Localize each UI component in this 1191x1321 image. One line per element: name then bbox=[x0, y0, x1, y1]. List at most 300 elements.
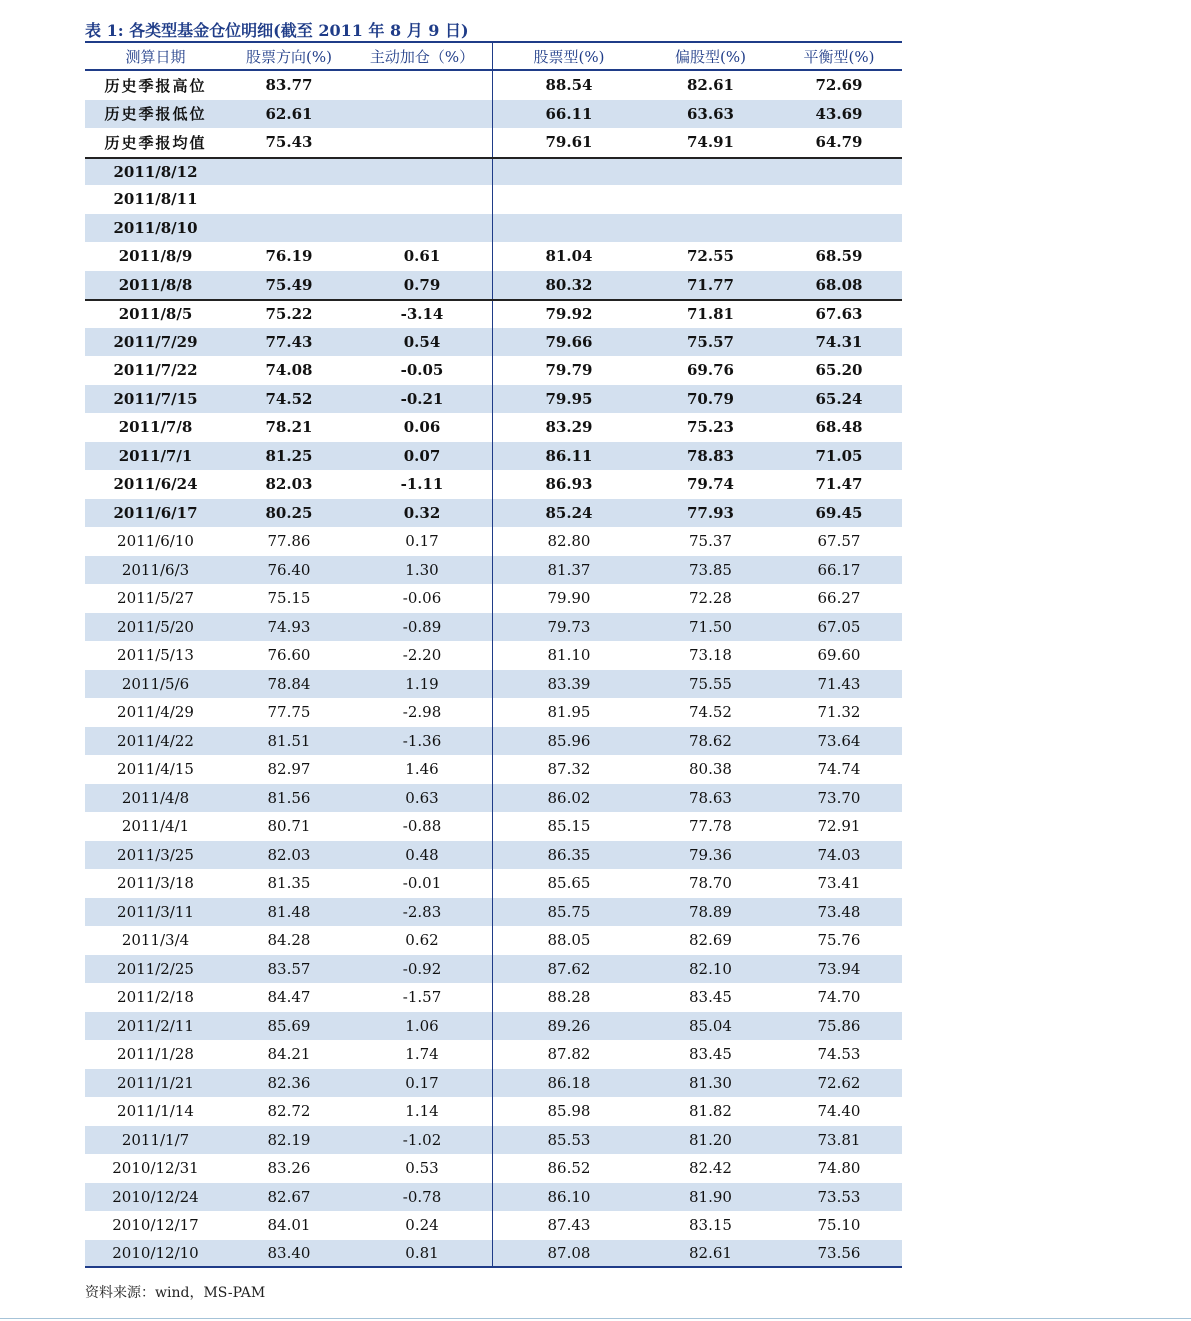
cell-balanced-fund bbox=[776, 159, 902, 186]
cell-stock-direction: 81.25 bbox=[265, 446, 313, 465]
cell-partial-stock-fund: 81.20 bbox=[689, 1130, 732, 1149]
source-note: 资料来源：wind，MS-PAM bbox=[85, 1285, 266, 1301]
cell-active-add: 0.61 bbox=[352, 242, 493, 271]
cell-balanced-fund: 69.45 bbox=[815, 503, 863, 522]
cell-stock-direction: 81.48 bbox=[267, 902, 311, 921]
table-row bbox=[85, 527, 902, 556]
cell-stock-fund: 81.04 bbox=[545, 247, 593, 266]
cell-partial-stock-fund: 72.55 bbox=[687, 247, 734, 266]
cell-active-add: -0.89 bbox=[352, 613, 493, 642]
table-row bbox=[85, 926, 902, 955]
cell-stock-fund: 79.95 bbox=[545, 389, 593, 408]
table-row bbox=[85, 983, 902, 1012]
cell-date: 2011/6/3 bbox=[121, 560, 190, 579]
cell-balanced-fund: 73.81 bbox=[817, 1130, 861, 1149]
cell-balanced-fund: 75.76 bbox=[817, 931, 861, 950]
cell-active-add: 1.74 bbox=[352, 1040, 493, 1069]
cell-stock-fund: 79.61 bbox=[545, 133, 593, 152]
cell-partial-stock-fund: 78.63 bbox=[689, 788, 732, 807]
table-row bbox=[85, 356, 902, 385]
cell-balanced-fund: 74.03 bbox=[817, 845, 861, 864]
cell-date: 2010/12/24 bbox=[112, 1187, 199, 1206]
cell-date: 2011/5/6 bbox=[121, 674, 190, 693]
cell-stock-direction: 81.35 bbox=[267, 874, 311, 893]
cell-stock-direction: 84.47 bbox=[267, 988, 311, 1007]
cell-stock-direction: 83.77 bbox=[265, 76, 313, 95]
table-row bbox=[85, 71, 902, 100]
table-row bbox=[85, 898, 902, 927]
cell-active-add: 1.46 bbox=[352, 755, 493, 784]
cell-date: 2011/8/10 bbox=[113, 218, 198, 237]
cell-active-add: 0.32 bbox=[352, 499, 493, 528]
table-row bbox=[85, 641, 902, 670]
cell-stock-fund: 79.66 bbox=[545, 332, 593, 351]
cell-stock-direction: 76.40 bbox=[267, 560, 311, 579]
table-row bbox=[85, 271, 902, 300]
table-title: 表 1: 各类型基金仓位明细(截至 2011 年 8 月 9 日) bbox=[85, 21, 469, 40]
cell-stock-direction: 82.67 bbox=[267, 1187, 311, 1206]
cell-balanced-fund: 71.05 bbox=[815, 446, 863, 465]
cell-date: 2010/12/17 bbox=[112, 1216, 199, 1235]
cell-active-add: -0.21 bbox=[352, 385, 493, 414]
cell-stock-fund: 79.79 bbox=[545, 361, 593, 380]
cell-balanced-fund: 65.20 bbox=[815, 361, 863, 380]
cell-partial-stock-fund: 82.10 bbox=[689, 959, 732, 978]
cell-balanced-fund: 67.63 bbox=[815, 305, 863, 324]
cell-balanced-fund: 71.43 bbox=[817, 674, 861, 693]
cell-date: 2011/4/29 bbox=[117, 703, 194, 722]
cell-stock-direction: 75.43 bbox=[265, 133, 313, 152]
cell-active-add: 0.17 bbox=[352, 527, 493, 556]
cell-stock-direction: 75.22 bbox=[265, 305, 313, 324]
cell-partial-stock-fund: 80.38 bbox=[689, 760, 732, 779]
table-row bbox=[85, 328, 902, 357]
cell-stock-fund: 66.11 bbox=[545, 104, 593, 123]
cell-active-add: -0.92 bbox=[352, 955, 493, 984]
cell-active-add: 1.30 bbox=[352, 556, 493, 585]
cell-stock-direction: 80.25 bbox=[265, 503, 313, 522]
cell-balanced-fund: 66.17 bbox=[817, 560, 861, 579]
cell-stock-direction: 82.72 bbox=[267, 1102, 311, 1121]
cell-active-add: 0.07 bbox=[352, 442, 493, 471]
cell-date: 2011/1/14 bbox=[117, 1102, 194, 1121]
cell-stock-fund: 86.02 bbox=[547, 788, 591, 807]
cell-stock-fund: 89.26 bbox=[547, 1016, 591, 1035]
cell-active-add: 0.54 bbox=[352, 328, 493, 357]
table-row bbox=[85, 1126, 902, 1155]
cell-active-add: 0.06 bbox=[352, 413, 493, 442]
cell-stock-fund: 81.10 bbox=[547, 646, 591, 665]
table-row bbox=[85, 1183, 902, 1212]
cell-partial-stock-fund: 77.93 bbox=[687, 503, 734, 522]
cell-date: 2010/12/31 bbox=[112, 1159, 199, 1178]
cell-date: 2011/6/17 bbox=[113, 503, 198, 522]
cell-stock-direction: 81.56 bbox=[267, 788, 311, 807]
cell-balanced-fund: 73.64 bbox=[817, 731, 861, 750]
cell-stock-direction: 77.43 bbox=[265, 332, 313, 351]
header-date: 测算日期 bbox=[125, 47, 186, 66]
cell-active-add: 0.53 bbox=[352, 1154, 493, 1183]
cell-partial-stock-fund: 78.89 bbox=[689, 902, 732, 921]
cell-partial-stock-fund: 81.82 bbox=[689, 1102, 732, 1121]
cell-date: 2011/3/25 bbox=[117, 845, 194, 864]
cell-stock-direction: 82.03 bbox=[267, 845, 311, 864]
cell-date: 2011/5/27 bbox=[117, 589, 194, 608]
cell-partial-stock-fund: 83.15 bbox=[689, 1216, 732, 1235]
cell-partial-stock-fund: 82.69 bbox=[689, 931, 732, 950]
cell-date: 2011/3/4 bbox=[121, 931, 190, 950]
table-row bbox=[85, 613, 902, 642]
table-row bbox=[85, 1097, 902, 1126]
table-row bbox=[85, 869, 902, 898]
header-balanced-fund: 平衡型(%) bbox=[803, 47, 875, 66]
table-row bbox=[85, 385, 902, 414]
cell-stock-direction: 76.60 bbox=[267, 646, 311, 665]
cell-stock-direction: 82.97 bbox=[267, 760, 311, 779]
cell-balanced-fund: 66.27 bbox=[817, 589, 861, 608]
cell-balanced-fund: 72.62 bbox=[817, 1073, 861, 1092]
cell-stock-direction: 81.51 bbox=[267, 731, 311, 750]
cell-balanced-fund: 67.57 bbox=[817, 532, 861, 551]
cell-stock-direction: 84.01 bbox=[267, 1216, 311, 1235]
cell-stock-fund: 85.53 bbox=[547, 1130, 591, 1149]
cell-active-add: 0.79 bbox=[352, 271, 493, 300]
table-row bbox=[85, 299, 902, 328]
cell-stock-fund: 82.80 bbox=[547, 532, 591, 551]
cell-date: 2011/3/18 bbox=[117, 874, 194, 893]
table-row bbox=[85, 556, 902, 585]
table-row bbox=[85, 670, 902, 699]
cell-partial-stock-fund: 81.90 bbox=[689, 1187, 732, 1206]
table-row bbox=[85, 784, 902, 813]
cell-partial-stock-fund: 74.52 bbox=[689, 703, 732, 722]
cell-partial-stock-fund: 72.28 bbox=[689, 589, 732, 608]
cell-partial-stock-fund bbox=[645, 185, 776, 214]
cell-active-add: 1.19 bbox=[352, 670, 493, 699]
table-row bbox=[85, 727, 902, 756]
cell-date: 2011/1/28 bbox=[117, 1045, 194, 1064]
cell-partial-stock-fund: 78.83 bbox=[687, 446, 734, 465]
cell-stock-fund: 87.32 bbox=[547, 760, 591, 779]
cell-active-add: -0.05 bbox=[352, 356, 493, 385]
cell-date: 2011/7/15 bbox=[113, 389, 198, 408]
cell-balanced-fund: 75.86 bbox=[817, 1016, 861, 1035]
cell-stock-direction: 74.08 bbox=[265, 361, 313, 380]
table-row bbox=[85, 584, 902, 613]
cell-partial-stock-fund: 85.04 bbox=[689, 1016, 732, 1035]
cell-active-add: 0.24 bbox=[352, 1211, 493, 1240]
cell-date: 2011/4/8 bbox=[121, 788, 190, 807]
cell-partial-stock-fund: 81.30 bbox=[689, 1073, 732, 1092]
table-row bbox=[85, 755, 902, 784]
table-body bbox=[85, 71, 902, 1268]
cell-stock-fund: 79.90 bbox=[547, 589, 591, 608]
cell-partial-stock-fund: 78.62 bbox=[689, 731, 732, 750]
cell-balanced-fund: 74.40 bbox=[817, 1102, 861, 1121]
cell-balanced-fund: 73.70 bbox=[817, 788, 861, 807]
cell-stock-fund bbox=[493, 214, 645, 243]
cell-stock-direction: 74.93 bbox=[267, 617, 311, 636]
cell-date: 2011/4/1 bbox=[121, 817, 190, 836]
cell-stock-fund: 79.73 bbox=[547, 617, 591, 636]
cell-active-add bbox=[352, 185, 493, 214]
cell-partial-stock-fund: 73.85 bbox=[689, 560, 732, 579]
cell-partial-stock-fund: 69.76 bbox=[687, 361, 734, 380]
table-row bbox=[85, 841, 902, 870]
cell-balanced-fund: 75.10 bbox=[817, 1216, 861, 1235]
table-row bbox=[85, 100, 902, 129]
cell-partial-stock-fund: 78.70 bbox=[689, 874, 732, 893]
cell-stock-fund: 83.29 bbox=[545, 418, 593, 437]
cell-stock-direction: 80.71 bbox=[267, 817, 311, 836]
cell-active-add: 0.63 bbox=[352, 784, 493, 813]
cell-date: 2011/8/11 bbox=[113, 190, 198, 209]
header-active-add: 主动加仓（%） bbox=[352, 43, 493, 69]
table-row bbox=[85, 499, 902, 528]
header-partial-stock-fund: 偏股型(%) bbox=[675, 47, 746, 66]
cell-stock-fund: 88.54 bbox=[545, 76, 593, 95]
cell-active-add: -1.02 bbox=[352, 1126, 493, 1155]
cell-date: 2011/2/18 bbox=[117, 988, 194, 1007]
cell-active-add: -0.78 bbox=[352, 1183, 493, 1212]
cell-balanced-fund: 65.24 bbox=[815, 389, 863, 408]
cell-partial-stock-fund: 71.77 bbox=[687, 275, 734, 294]
table-row bbox=[85, 1211, 902, 1240]
header-stock-direction: 股票方向(%) bbox=[246, 47, 332, 66]
cell-partial-stock-fund: 75.57 bbox=[687, 332, 734, 351]
cell-stock-fund: 81.37 bbox=[547, 560, 591, 579]
cell-stock-fund: 85.98 bbox=[547, 1102, 591, 1121]
cell-balanced-fund: 74.80 bbox=[817, 1159, 861, 1178]
cell-stock-fund: 85.24 bbox=[545, 503, 593, 522]
cell-date: 2011/4/22 bbox=[117, 731, 194, 750]
cell-stock-direction: 84.21 bbox=[267, 1045, 311, 1064]
cell-stock-direction: 82.03 bbox=[265, 475, 313, 494]
cell-date: 2010/12/10 bbox=[112, 1243, 199, 1262]
cell-balanced-fund: 74.70 bbox=[817, 988, 861, 1007]
cell-stock-direction: 83.26 bbox=[267, 1159, 311, 1178]
cell-partial-stock-fund: 74.91 bbox=[687, 133, 734, 152]
cell-partial-stock-fund: 75.23 bbox=[687, 418, 734, 437]
cell-stock-direction: 83.40 bbox=[267, 1243, 311, 1262]
cell-active-add bbox=[352, 100, 493, 129]
table-row bbox=[85, 955, 902, 984]
cell-balanced-fund: 73.53 bbox=[817, 1187, 861, 1206]
cell-date: 2011/8/12 bbox=[113, 162, 198, 181]
cell-partial-stock-fund bbox=[645, 214, 776, 243]
cell-date: 历史季报高位 bbox=[104, 76, 207, 95]
cell-date: 2011/7/1 bbox=[118, 446, 193, 465]
cell-partial-stock-fund: 79.36 bbox=[689, 845, 732, 864]
table-row bbox=[85, 242, 902, 271]
cell-active-add: -1.11 bbox=[352, 470, 493, 499]
cell-balanced-fund: 73.56 bbox=[817, 1243, 861, 1262]
cell-stock-direction: 84.28 bbox=[267, 931, 311, 950]
bottom-divider bbox=[0, 1318, 1191, 1319]
cell-active-add: -2.20 bbox=[352, 641, 493, 670]
cell-active-add: -3.14 bbox=[352, 301, 493, 328]
table-row bbox=[85, 1040, 902, 1069]
cell-active-add: -2.83 bbox=[352, 898, 493, 927]
cell-balanced-fund: 71.32 bbox=[817, 703, 861, 722]
cell-balanced-fund bbox=[776, 214, 902, 243]
cell-balanced-fund: 73.48 bbox=[817, 902, 861, 921]
cell-balanced-fund: 64.79 bbox=[815, 133, 863, 152]
cell-stock-fund: 85.75 bbox=[547, 902, 591, 921]
table-row bbox=[85, 698, 902, 727]
cell-stock-fund: 83.39 bbox=[547, 674, 591, 693]
cell-balanced-fund: 74.31 bbox=[815, 332, 863, 351]
table-row bbox=[85, 1240, 902, 1269]
cell-stock-fund: 85.15 bbox=[547, 817, 591, 836]
cell-active-add bbox=[352, 128, 493, 157]
table-row bbox=[85, 185, 902, 214]
cell-stock-fund: 87.82 bbox=[547, 1045, 591, 1064]
cell-active-add: 1.14 bbox=[352, 1097, 493, 1126]
table-row bbox=[85, 470, 902, 499]
header-stock-fund: 股票型(%) bbox=[533, 47, 605, 66]
cell-balanced-fund: 73.41 bbox=[817, 874, 861, 893]
cell-stock-direction: 75.49 bbox=[265, 275, 313, 294]
cell-balanced-fund: 73.94 bbox=[817, 959, 861, 978]
cell-stock-direction: 62.61 bbox=[265, 104, 313, 123]
cell-active-add: -1.57 bbox=[352, 983, 493, 1012]
cell-date: 2011/4/15 bbox=[117, 760, 194, 779]
cell-date: 2011/5/13 bbox=[117, 646, 194, 665]
cell-stock-fund: 87.43 bbox=[547, 1216, 591, 1235]
cell-active-add: -1.36 bbox=[352, 727, 493, 756]
cell-stock-direction: 82.19 bbox=[267, 1130, 311, 1149]
cell-partial-stock-fund: 71.81 bbox=[687, 305, 734, 324]
cell-partial-stock-fund: 75.55 bbox=[689, 674, 732, 693]
cell-balanced-fund: 74.74 bbox=[817, 760, 861, 779]
cell-stock-fund: 86.93 bbox=[545, 475, 593, 494]
cell-stock-direction bbox=[226, 185, 352, 214]
cell-partial-stock-fund: 82.61 bbox=[689, 1243, 732, 1262]
cell-balanced-fund: 71.47 bbox=[815, 475, 863, 494]
cell-balanced-fund bbox=[776, 185, 902, 214]
table-row bbox=[85, 413, 902, 442]
cell-date: 2011/8/9 bbox=[118, 247, 193, 266]
cell-date: 2011/5/20 bbox=[117, 617, 194, 636]
cell-stock-direction bbox=[226, 214, 352, 243]
cell-stock-direction: 82.36 bbox=[267, 1073, 311, 1092]
cell-balanced-fund: 43.69 bbox=[815, 104, 863, 123]
cell-active-add: 0.48 bbox=[352, 841, 493, 870]
cell-stock-fund: 85.65 bbox=[547, 874, 591, 893]
cell-balanced-fund: 69.60 bbox=[817, 646, 861, 665]
cell-date: 2011/7/29 bbox=[113, 332, 198, 351]
cell-stock-fund: 79.92 bbox=[545, 305, 593, 324]
cell-stock-fund: 86.10 bbox=[547, 1187, 591, 1206]
cell-stock-fund bbox=[493, 185, 645, 214]
cell-partial-stock-fund: 73.18 bbox=[689, 646, 732, 665]
cell-stock-direction bbox=[226, 159, 352, 186]
cell-active-add: -0.06 bbox=[352, 584, 493, 613]
cell-active-add bbox=[352, 71, 493, 100]
cell-balanced-fund: 68.08 bbox=[815, 275, 863, 294]
cell-stock-fund: 87.08 bbox=[547, 1243, 591, 1262]
cell-stock-fund: 86.18 bbox=[547, 1073, 591, 1092]
cell-stock-fund: 85.96 bbox=[547, 731, 591, 750]
cell-balanced-fund: 67.05 bbox=[817, 617, 861, 636]
cell-stock-direction: 77.86 bbox=[267, 532, 311, 551]
cell-stock-fund: 86.35 bbox=[547, 845, 591, 864]
cell-active-add: 0.62 bbox=[352, 926, 493, 955]
table-row bbox=[85, 812, 902, 841]
cell-partial-stock-fund: 82.61 bbox=[687, 76, 734, 95]
cell-partial-stock-fund: 82.42 bbox=[689, 1159, 732, 1178]
cell-date: 2011/2/25 bbox=[117, 959, 194, 978]
cell-partial-stock-fund: 83.45 bbox=[689, 988, 732, 1007]
cell-active-add: -0.01 bbox=[352, 869, 493, 898]
cell-stock-fund: 80.32 bbox=[545, 275, 593, 294]
cell-stock-direction: 78.84 bbox=[267, 674, 311, 693]
cell-stock-fund: 86.52 bbox=[547, 1159, 591, 1178]
cell-balanced-fund: 72.69 bbox=[815, 76, 863, 95]
cell-stock-fund: 86.11 bbox=[545, 446, 593, 465]
cell-stock-fund: 81.95 bbox=[547, 703, 591, 722]
cell-active-add: 1.06 bbox=[352, 1012, 493, 1041]
cell-active-add: -2.98 bbox=[352, 698, 493, 727]
cell-balanced-fund: 72.91 bbox=[817, 817, 861, 836]
cell-stock-fund bbox=[493, 159, 645, 186]
cell-active-add bbox=[352, 214, 493, 243]
cell-partial-stock-fund: 79.74 bbox=[687, 475, 734, 494]
cell-stock-direction: 76.19 bbox=[265, 247, 313, 266]
cell-partial-stock-fund bbox=[645, 159, 776, 186]
cell-date: 2011/7/22 bbox=[113, 361, 198, 380]
cell-active-add: -0.88 bbox=[352, 812, 493, 841]
cell-date: 2011/1/21 bbox=[117, 1073, 194, 1092]
cell-partial-stock-fund: 83.45 bbox=[689, 1045, 732, 1064]
cell-stock-fund: 87.62 bbox=[547, 959, 591, 978]
cell-partial-stock-fund: 77.78 bbox=[689, 817, 732, 836]
cell-balanced-fund: 68.59 bbox=[815, 247, 863, 266]
cell-stock-direction: 74.52 bbox=[265, 389, 313, 408]
cell-active-add bbox=[352, 159, 493, 186]
cell-date: 2011/7/8 bbox=[118, 418, 193, 437]
cell-date: 历史季报低位 bbox=[104, 105, 207, 124]
cell-stock-direction: 78.21 bbox=[265, 418, 313, 437]
table-header bbox=[85, 41, 902, 71]
table-row bbox=[85, 128, 902, 157]
cell-date: 2011/8/8 bbox=[118, 275, 193, 294]
cell-partial-stock-fund: 70.79 bbox=[687, 389, 734, 408]
cell-balanced-fund: 68.48 bbox=[815, 418, 863, 437]
cell-partial-stock-fund: 63.63 bbox=[687, 104, 734, 123]
table-row bbox=[85, 1012, 902, 1041]
cell-date: 2011/1/7 bbox=[121, 1130, 190, 1149]
cell-date: 历史季报均值 bbox=[104, 133, 207, 152]
table-row bbox=[85, 1069, 902, 1098]
cell-date: 2011/3/11 bbox=[117, 902, 194, 921]
cell-stock-fund: 88.28 bbox=[547, 988, 591, 1007]
fund-position-table bbox=[85, 41, 902, 1268]
cell-partial-stock-fund: 71.50 bbox=[689, 617, 732, 636]
cell-date: 2011/2/11 bbox=[117, 1016, 194, 1035]
cell-stock-direction: 83.57 bbox=[267, 959, 311, 978]
table-row bbox=[85, 442, 902, 471]
cell-partial-stock-fund: 75.37 bbox=[689, 532, 732, 551]
cell-date: 2011/6/24 bbox=[113, 475, 198, 494]
cell-date: 2011/8/5 bbox=[118, 305, 193, 324]
cell-stock-direction: 85.69 bbox=[267, 1016, 311, 1035]
cell-stock-direction: 75.15 bbox=[267, 589, 311, 608]
table-row bbox=[85, 157, 902, 186]
cell-stock-fund: 88.05 bbox=[547, 931, 591, 950]
cell-active-add: 0.81 bbox=[352, 1240, 493, 1267]
